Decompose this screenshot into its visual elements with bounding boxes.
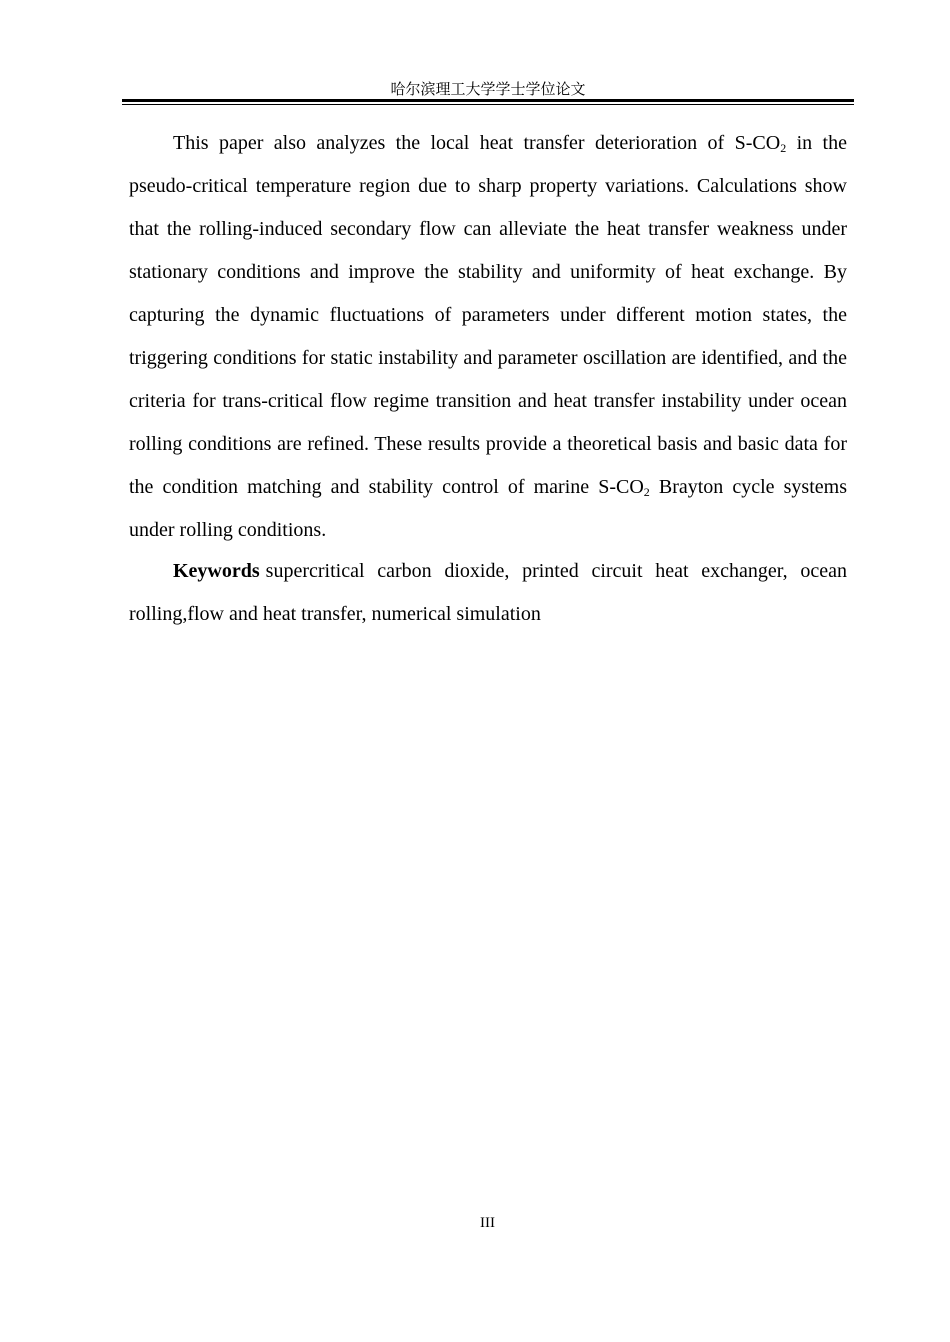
header-rule-thick	[122, 99, 854, 102]
abstract-body	[129, 122, 847, 636]
page-number: III	[480, 1215, 495, 1231]
subscript-2: 2	[780, 141, 787, 155]
abstract-paragraph	[129, 122, 847, 552]
keywords-text: supercritical carbon dioxide, printed circuit heat exchanger, ocean rolling,flow and heat transfer, numerical simulation	[129, 560, 847, 625]
abstract-text-part2: in the pseudo-critical temperature region due to sharp property variations. Calculations show that the rolling-induced secondary flow can alleviate the heat transfer weakness under stationary conditions and improve the stability and uniformity of heat exchange. By capturing the dynamic fluctuations of parameters under different motion states, the triggering conditions for static instability and parameter oscillation are identified, and the criteria for trans-critical flow regime transition and heat transfer instability under ocean rolling conditions are refined. These results provide a theoretical basis and basic data for the condition matching and stability control of marine S-CO	[129, 132, 847, 498]
header-rule-thin	[122, 104, 854, 105]
abstract-text-part3: Brayton cycle systems under rolling conditions.	[129, 476, 847, 541]
abstract-text-part1: This paper also analyzes the local heat transfer deterioration of S-CO	[173, 132, 781, 154]
subscript-2: 2	[643, 485, 650, 499]
keywords-paragraph	[129, 550, 847, 636]
running-header: 哈尔滨理工大学学士学位论文	[390, 80, 586, 98]
keywords-label: Keywords	[173, 560, 260, 582]
